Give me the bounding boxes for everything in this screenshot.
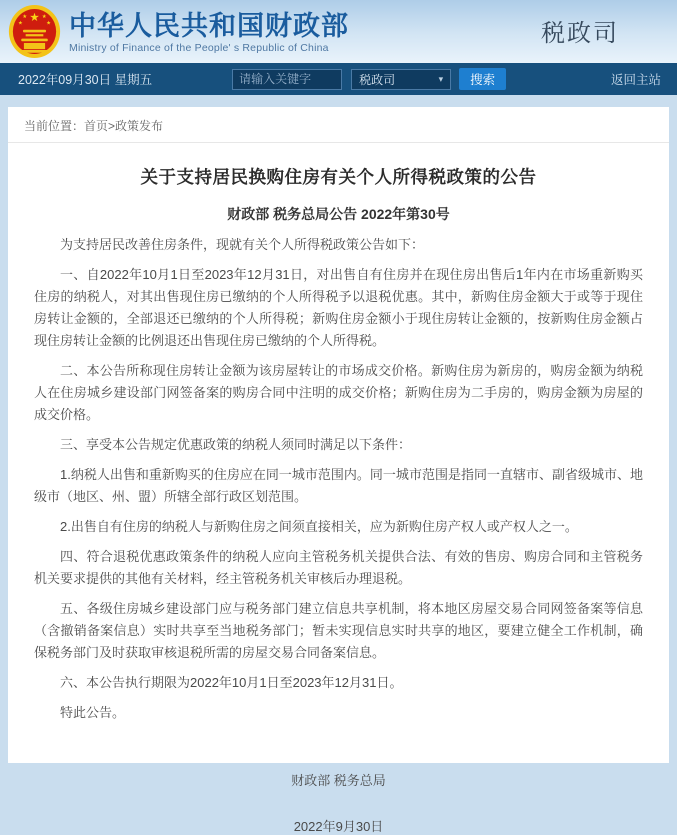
- breadcrumb: [8, 107, 669, 143]
- article-signature-date: 2022年9月30日: [293, 819, 384, 834]
- breadcrumb-home-link[interactable]: 首页: [84, 119, 109, 133]
- article-title: 关于支持居民换购住房有关个人所得税政策的公告: [140, 167, 537, 187]
- article-paragraph-6: 六、本公告执行期限为2022年10月1日至2023年12月31日。: [60, 675, 403, 690]
- content-panel: [8, 107, 669, 834]
- svg-text:★: ★: [29, 11, 40, 24]
- article-paragraph-3-item-1: 1.纳税人出售和重新购买的住房应在同一城市范围内。同一城市范围是指同一直辖市、副省级城市、地级市（地区、州、盟）所辖全部行政区划范围。: [34, 467, 643, 504]
- top-navbar: [0, 63, 677, 95]
- site-subtitle-en: Ministry of Finance of the People' s Republic of China: [69, 42, 329, 54]
- department-name: 税政司: [541, 20, 619, 47]
- site-title: 中华人民共和国财政部: [69, 11, 349, 41]
- article-paragraph-4: 四、符合退税优惠政策条件的纳税人应向主管税务机关提供合法、有效的售房、购房合同和主管税务机关要求提供的其他有关材料，经主管税务机关审核后办理退税。: [34, 549, 643, 586]
- search-button[interactable]: 搜索: [459, 68, 506, 90]
- return-home-link[interactable]: 返回主站: [610, 73, 661, 87]
- svg-text:★: ★: [22, 14, 28, 21]
- search-scope-dropdown[interactable]: [351, 69, 451, 90]
- article-paragraph-5: 五、各级住房城乡建设部门应与税务部门建立信息共享机制，将本地区房屋交易合同网签备案等信息（含撤销备案信息）实时共享至当地税务部门；暂未实现信息实时共享的地区，要建立健全工作机制，确保税务部门及时获取审核退税所需的房屋交易合同备案信息。: [34, 601, 643, 660]
- announcement-article: [8, 164, 669, 835]
- breadcrumb-section-link[interactable]: 政策发布: [115, 119, 164, 133]
- svg-text:★: ★: [41, 14, 47, 21]
- chevron-down-icon: ▾: [438, 73, 444, 84]
- search-group: [232, 68, 506, 90]
- article-paragraph-3: 三、享受本公告规定优惠政策的纳税人须同时满足以下条件：: [60, 437, 412, 452]
- svg-text:★: ★: [17, 20, 23, 27]
- national-emblem-icon: [8, 4, 61, 59]
- article-doc-number: 财政部 税务总局公告 2022年第30号: [227, 206, 450, 222]
- article-paragraph-2: 二、本公告所称现住房转让金额为该房屋转让的市场成交价格。新购住房为新房的，购房金额为纳税人在住房城乡建设部门网签备案的购房合同中注明的成交价格；新购住房为二手房的，购房金额为房屋的成交价格。: [34, 363, 643, 422]
- site-brand: [0, 4, 349, 59]
- article-paragraph-closing: 特此公告。: [60, 705, 126, 720]
- current-date: 2022年09月30日 星期五: [18, 73, 153, 87]
- svg-text:★: ★: [46, 20, 52, 27]
- article-paragraph-intro: 为支持居民改善住房条件，现就有关个人所得税政策公告如下：: [60, 237, 425, 252]
- breadcrumb-separator: >: [108, 119, 116, 133]
- article-paragraph-3-item-2: 2.出售自有住房的纳税人与新购住房之间须直接相关，应为新购住房产权人或产权人之一。: [60, 519, 578, 534]
- article-paragraph-1: 一、自2022年10月1日至2023年12月31日，对出售自有住房并在现住房出售后1年内在市场重新购买住房的纳税人，对其出售现住房已缴纳的个人所得税予以退税优惠。其中，新购住房金额大于或等于现住房转让金额的，全部退还已缴纳的个人所得税；新购住房金额小于现住房转让金额的，按新购住房金额占现住房转让金额的比例退还出售现住房已缴纳的个人所得税。: [34, 267, 643, 348]
- brand-text: [69, 9, 349, 54]
- site-header: [0, 0, 677, 63]
- article-signature: 财政部 税务总局: [291, 773, 386, 788]
- breadcrumb-label: 当前位置：: [24, 119, 85, 133]
- search-scope-value: 税政司: [359, 72, 396, 87]
- search-input[interactable]: [232, 69, 342, 90]
